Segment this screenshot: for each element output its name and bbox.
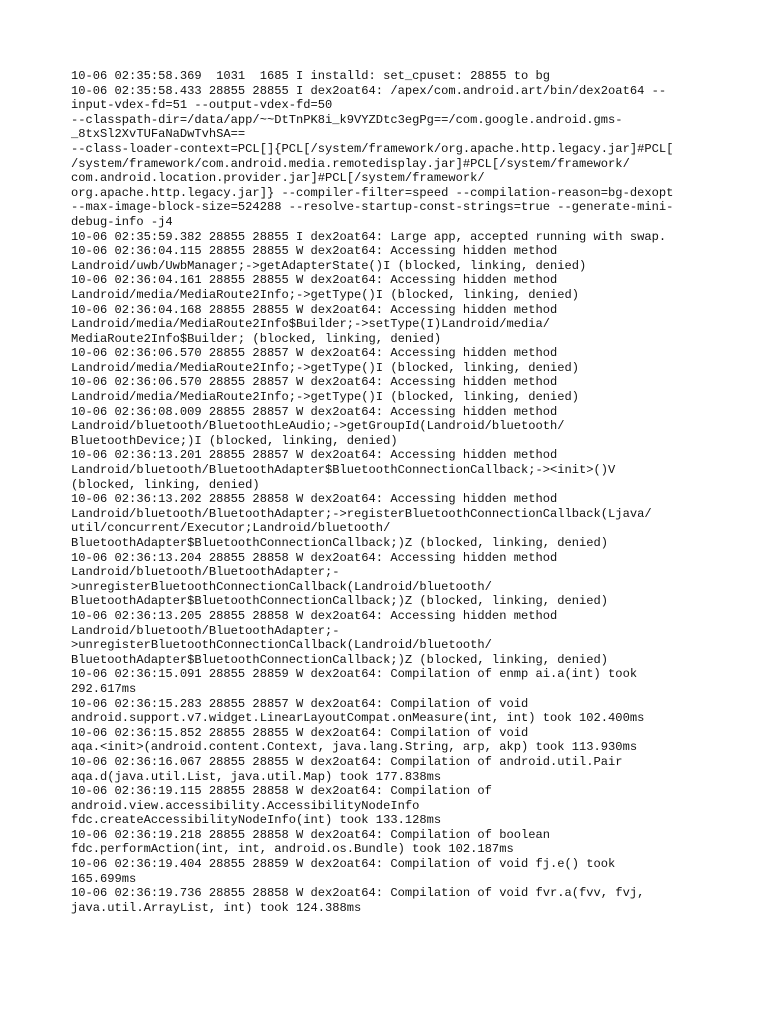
log-line: Landroid/bluetooth/BluetoothAdapter;- — [71, 565, 340, 580]
log-line: --class-loader-context=PCL[]{PCL[/system/framework/org.apache.http.legacy.jar]#PCL[ — [71, 141, 674, 156]
log-line: 10-06 02:36:13.204 28855 28858 W dex2oat64: Accessing hidden method — [71, 550, 558, 565]
log-line: 10-06 02:36:13.201 28855 28857 W dex2oat64: Accessing hidden method — [71, 448, 558, 463]
log-line: BluetoothAdapter$BluetoothConnectionCallback;)Z (blocked, linking, denied) — [71, 594, 609, 609]
log-line: 10-06 02:36:04.115 28855 28855 W dex2oat64: Accessing hidden method — [71, 244, 558, 259]
log-line: 10-06 02:36:06.570 28855 28857 W dex2oat64: Accessing hidden method — [71, 346, 558, 361]
log-line: android.support.v7.widget.LinearLayoutCompat.onMeasure(int, int) took 102.400ms — [71, 711, 645, 726]
log-line: android.view.accessibility.AccessibilityNodeInfo — [71, 798, 420, 813]
log-line: --max-image-block-size=524288 --resolve-startup-const-strings=true --generate-mini- — [71, 200, 674, 215]
log-line: MediaRoute2Info$Builder; (blocked, linking, denied) — [71, 331, 442, 346]
log-line: Landroid/media/MediaRoute2Info$Builder;->setType(I)Landroid/media/ — [71, 317, 550, 332]
log-line: 292.617ms — [71, 681, 137, 696]
log-line: (blocked, linking, denied) — [71, 477, 260, 492]
log-line: 10-06 02:36:19.218 28855 28858 W dex2oat64: Compilation of boolean — [71, 827, 550, 842]
log-line: BluetoothAdapter$BluetoothConnectionCallback;)Z (blocked, linking, denied) — [71, 652, 609, 667]
log-line: Landroid/bluetooth/BluetoothLeAudio;->getGroupId(Landroid/bluetooth/ — [71, 419, 565, 434]
log-line: input-vdex-fd=51 --output-vdex-fd=50 — [71, 98, 333, 113]
log-line: >unregisterBluetoothConnectionCallback(Landroid/bluetooth/ — [71, 579, 492, 594]
log-line: aqa.d(java.util.List, java.util.Map) took 177.838ms — [71, 769, 442, 784]
log-line: debug-info -j4 — [71, 214, 173, 229]
log-line: 10-06 02:35:58.369 1031 1685 I installd: set_cpuset: 28855 to bg — [71, 69, 550, 83]
log-line: 10-06 02:36:13.202 28855 28858 W dex2oat64: Accessing hidden method — [71, 492, 558, 507]
log-text-block — [71, 69, 711, 915]
log-line: Landroid/bluetooth/BluetoothAdapter$BluetoothConnectionCallback;-><init>()V — [71, 463, 616, 478]
log-line: 10-06 02:36:19.115 28855 28858 W dex2oat64: Compilation of — [71, 784, 492, 799]
log-line: com.android.location.provider.jar]#PCL[/system/framework/ — [71, 171, 485, 186]
log-line: util/concurrent/Executor;Landroid/bluetooth/ — [71, 521, 391, 536]
log-line: aqa.<init>(android.content.Context, java.lang.String, arp, akp) took 113.930ms — [71, 740, 638, 755]
log-line: Landroid/bluetooth/BluetoothAdapter;- — [71, 623, 340, 638]
log-line: 10-06 02:36:19.404 28855 28859 W dex2oat64: Compilation of void fj.e() took — [71, 857, 616, 872]
log-line: 10-06 02:35:58.433 28855 28855 I dex2oat64: /apex/com.android.art/bin/dex2oat64 -- — [71, 83, 667, 98]
log-line: 10-06 02:35:59.382 28855 28855 I dex2oat64: Large app, accepted running with swap. — [71, 229, 667, 244]
log-line: Landroid/media/MediaRoute2Info;->getType()I (blocked, linking, denied) — [71, 360, 580, 375]
log-line: Landroid/media/MediaRoute2Info;->getType()I (blocked, linking, denied) — [71, 287, 580, 302]
log-line: /system/framework/com.android.media.remotedisplay.jar]#PCL[/system/framework/ — [71, 156, 630, 171]
log-line: 165.699ms — [71, 871, 137, 886]
log-line: fdc.createAccessibilityNodeInfo(int) took 133.128ms — [71, 813, 442, 828]
log-line: org.apache.http.legacy.jar]} --compiler-filter=speed --compilation-reason=bg-dexopt — [71, 185, 674, 200]
log-line: 10-06 02:36:15.852 28855 28855 W dex2oat64: Compilation of void — [71, 725, 529, 740]
log-line: 10-06 02:36:08.009 28855 28857 W dex2oat64: Accessing hidden method — [71, 404, 558, 419]
log-line: 10-06 02:36:16.067 28855 28855 W dex2oat64: Compilation of android.util.Pair — [71, 754, 623, 769]
log-line: BluetoothAdapter$BluetoothConnectionCallback;)Z (blocked, linking, denied) — [71, 536, 609, 550]
log-line: 10-06 02:36:06.570 28855 28857 W dex2oat64: Accessing hidden method — [71, 375, 558, 390]
log-line: fdc.performAction(int, int, android.os.Bundle) took 102.187ms — [71, 842, 514, 857]
log-line: 10-06 02:36:19.736 28855 28858 W dex2oat64: Compilation of void fvr.a(fvv, fvj, — [71, 886, 645, 901]
log-line: 10-06 02:36:04.161 28855 28855 W dex2oat64: Accessing hidden method — [71, 273, 558, 288]
log-line: 10-06 02:36:04.168 28855 28855 W dex2oat64: Accessing hidden method — [71, 302, 558, 317]
log-line: >unregisterBluetoothConnectionCallback(Landroid/bluetooth/ — [71, 638, 492, 653]
log-line: 10-06 02:36:15.091 28855 28859 W dex2oat64: Compilation of enmp ai.a(int) took — [71, 667, 638, 682]
log-line: Landroid/uwb/UwbManager;->getAdapterState()I (blocked, linking, denied) — [71, 258, 587, 273]
log-line: 10-06 02:36:15.283 28855 28857 W dex2oat64: Compilation of void — [71, 696, 529, 711]
log-line: --classpath-dir=/data/app/~~DtTnPK8i_k9VYZDtc3egPg==/com.google.android.gms- — [71, 112, 623, 127]
log-line: _8txSl2XvTUFaNaDwTvhSA== — [71, 127, 246, 142]
log-line: Landroid/media/MediaRoute2Info;->getType()I (blocked, linking, denied) — [71, 390, 580, 405]
log-line: 10-06 02:36:13.205 28855 28858 W dex2oat64: Accessing hidden method — [71, 608, 558, 623]
log-line: BluetoothDevice;)I (blocked, linking, denied) — [71, 433, 398, 448]
log-line: Landroid/bluetooth/BluetoothAdapter;->registerBluetoothConnectionCallback(Ljava/ — [71, 506, 652, 521]
log-line: java.util.ArrayList, int) took 124.388ms — [71, 900, 362, 915]
